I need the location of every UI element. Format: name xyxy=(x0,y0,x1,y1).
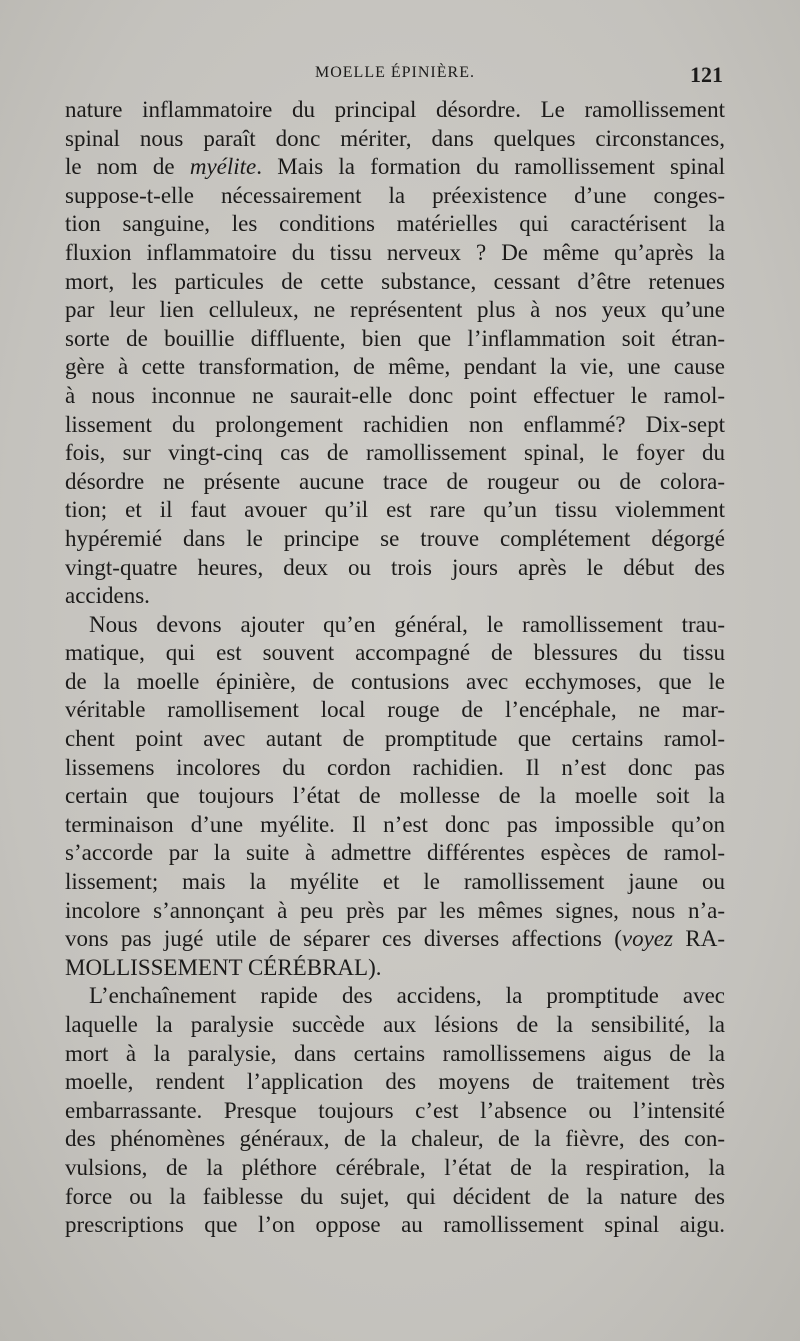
text-line: chent point avec autant de promptitude que certains ramol- xyxy=(65,726,725,752)
text-line: matique, qui est souvent accompagné de blessures du tissu xyxy=(65,640,725,666)
text-line xyxy=(65,153,725,182)
italic-term: myélite xyxy=(189,154,257,180)
text-line: lissement du prolongement rachidien non enflammé? Dix-sept xyxy=(65,411,725,437)
text-line: embarrassante. Presque toujours c’est l’absence ou l’intensité xyxy=(65,1097,725,1123)
text-line: sorte de bouillie diffluente, bien que l’inflammation soit étran- xyxy=(65,325,725,351)
page-number: 121 xyxy=(690,62,723,87)
text-run: vons pas jugé utile de séparer ces diverses affections ( xyxy=(65,926,622,952)
text-line: désordre ne présente aucune trace de rougeur ou de colora- xyxy=(65,468,725,494)
text-line: à nous inconnue ne saurait-elle donc point effectuer le ramol- xyxy=(65,382,725,408)
italic-term: voyez xyxy=(621,926,673,952)
text-line xyxy=(65,954,725,983)
text-line: par leur lien celluleux, ne représentent plus à nos yeux qu’une xyxy=(65,297,725,323)
text-line: fluxion inflammatoire du tissu nerveux ? De même qu’après la xyxy=(65,239,725,265)
text-line: mort, les particules de cette substance, cessant d’être retenues xyxy=(65,268,725,294)
text-line: lissemens incolores du cordon rachidien. Il n’est donc pas xyxy=(65,754,725,780)
text-line: spinal nous paraît donc mériter, dans quelques circonstances, xyxy=(65,125,725,151)
text-line: véritable ramollisement local rouge de l’encéphale, ne mar- xyxy=(65,697,725,723)
text-line: gère à cette transformation, de même, pendant la vie, une cause xyxy=(65,354,725,380)
text-line: L’enchaînement rapide des accidens, la promptitude avec xyxy=(89,983,725,1009)
text-line: incolore s’annonçant à peu près par les mêmes signes, nous n’a- xyxy=(65,897,725,923)
text-line: lissement; mais la myélite et le ramollissement jaune ou xyxy=(65,869,725,895)
text-line: moelle, rendent l’application des moyens de traitement très xyxy=(65,1069,725,1095)
text-line: vulsions, de la pléthore cérébrale, l’état de la respiration, la xyxy=(65,1154,725,1180)
text-line: Nous devons ajouter qu’en général, le ramollissement trau- xyxy=(89,611,725,637)
text-line: accidens. xyxy=(65,583,150,609)
text-line: certain que toujours l’état de mollesse de la moelle soit la xyxy=(65,783,725,809)
text-line: s’accorde par la suite à admettre différentes espèces de ramol- xyxy=(65,840,725,866)
text-line: de la moelle épinière, de contusions avec ecchymoses, que le xyxy=(65,668,725,694)
text-line: fois, sur vingt-cinq cas de ramollissement spinal, le foyer du xyxy=(65,440,725,466)
cross-reference: MOLLISSEMENT CÉRÉBRAL xyxy=(65,954,369,980)
running-header xyxy=(65,62,725,92)
text-line: laquelle la paralysie succède aux lésions de la sensibilité, la xyxy=(65,1012,725,1037)
text-line: vingt-quatre heures, deux ou trois jours après le début des xyxy=(65,554,725,580)
text-line: mort à la paralysie, dans certains ramollissemens aigus de la xyxy=(65,1040,725,1066)
text-line xyxy=(65,925,725,954)
text-line: tion sanguine, les conditions matérielles qui caractérisent la xyxy=(65,211,725,237)
text-line: nature inflammatoire du principal désordre. Le ramollissement xyxy=(65,97,725,122)
text-line: hypéremié dans le principe se trouve complétement dégorgé xyxy=(65,525,725,551)
body-text xyxy=(65,96,725,1240)
text-run: RA- xyxy=(672,926,725,952)
text-run: ). xyxy=(368,954,382,980)
text-line: terminaison d’une myélite. Il n’est donc pas impossible qu’on xyxy=(65,811,725,837)
text-run: le nom de xyxy=(65,154,190,180)
text-line: des phénomènes généraux, de la chaleur, de la fièvre, des con- xyxy=(65,1126,725,1152)
text-line: suppose-t-elle nécessairement la préexistence d’une conges- xyxy=(65,182,725,208)
running-title: MOELLE ÉPINIÈRE. xyxy=(315,64,475,81)
text-run: . Mais la formation du ramollissement spinal xyxy=(256,154,725,180)
text-line: tion; et il faut avouer qu’il est rare qu’un tissu violemment xyxy=(65,497,725,523)
text-line: force ou la faiblesse du sujet, qui décident de la nature des xyxy=(65,1183,725,1209)
text-line: prescriptions que l’on oppose au ramollissement spinal aigu. xyxy=(65,1212,725,1238)
